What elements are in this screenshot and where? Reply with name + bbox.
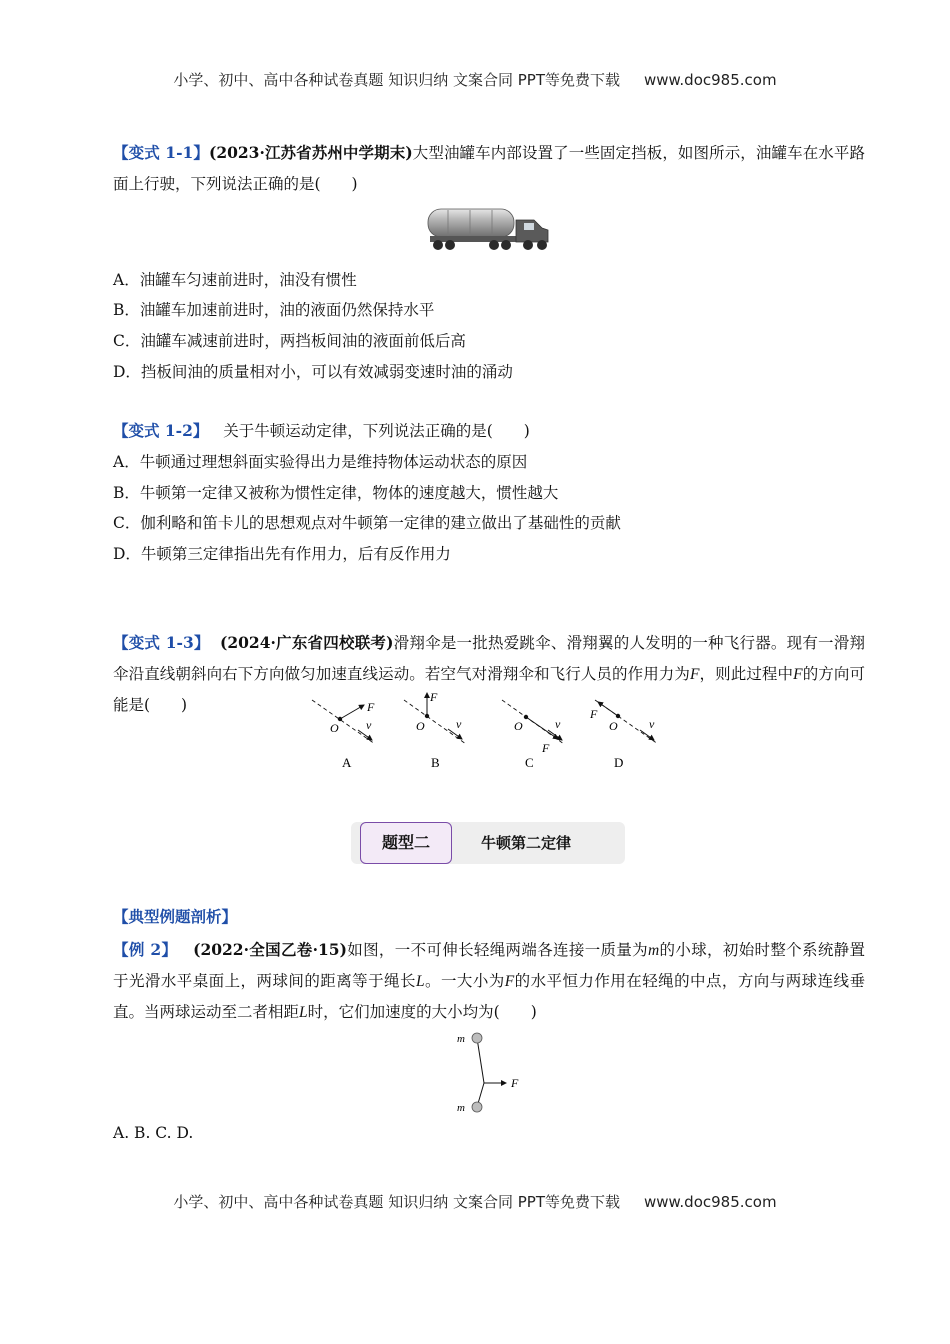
question-1-1-option-d: D．挡板间油的质量相对小，可以有效减弱变速时油的涌动 <box>113 363 513 381</box>
diagram-c-force-label: F <box>542 741 550 755</box>
diagram-b-velocity-label: v <box>456 717 462 731</box>
question-1-3-text-b: ，则此过程中 <box>699 665 794 683</box>
diagram-a-label: A <box>342 755 352 770</box>
example-2-options: A. B. C. D. <box>113 1124 194 1142</box>
page-footer <box>0 1191 950 1212</box>
question-1-2-option-c: C．伽利略和笛卡儿的思想观点对牛顿第一定律的建立做出了基础性的贡献 <box>113 514 621 532</box>
header-text: 小学、初中、高中各种试卷真题 知识归纳 文案合同 PPT等免费下载 <box>173 71 620 89</box>
diagram-d-label: D <box>614 755 624 770</box>
diagram-d-velocity-label: v <box>649 717 655 731</box>
diagram-c-label: C <box>525 755 534 770</box>
diagram-a-point-label: O <box>330 721 339 735</box>
diagram-d-force-label: F <box>590 707 598 721</box>
diagram-b-label: B <box>431 755 440 770</box>
footer-text: 小学、初中、高中各种试卷真题 知识归纳 文案合同 PPT等免费下载 <box>173 1193 620 1211</box>
diagram-c <box>502 700 564 770</box>
force-direction-diagrams <box>300 686 680 776</box>
example-2-stem <box>113 934 865 1028</box>
question-1-1-option-b: B．油罐车加速前进时，油的液面仍然保持水平 <box>113 301 435 319</box>
banner-topic-label: 牛顿第二定律 <box>481 834 572 852</box>
top-ball-mass-label: m <box>457 1033 465 1045</box>
rope-force-label: F <box>511 1076 519 1090</box>
question-1-2-option-a: A．牛顿通过理想斜面实验得出力是维持物体运动状态的原因 <box>113 453 528 471</box>
question-1-1-option-a: A．油罐车匀速前进时，油没有惯性 <box>113 271 357 289</box>
question-1-1-stem <box>113 137 865 200</box>
page-header <box>0 69 950 90</box>
example-2-source: (2022·全国乙卷·15) <box>193 940 347 959</box>
question-1-3-text-a: 滑翔伞是一批热爱跳伞、滑翔翼的人发明的一种飞行器。现有一滑翔伞沿直线朝斜向右下方向做匀加速直线运动。若空气对滑翔伞和飞行人员的作用力为 <box>113 634 865 683</box>
example-2-text-1: 如图，一不可伸长轻绳两端各连接一质量为 <box>346 941 649 959</box>
diagram-d-point-label: O <box>609 719 618 733</box>
question-1-2-stem <box>113 421 530 441</box>
question-1-2-option-b: B．牛顿第一定律又被称为惯性定律，物体的速度越大，惯性越大 <box>113 484 559 502</box>
question-1-1-source: (2023·江苏省苏州中学期末) <box>208 143 413 162</box>
example-2-text-5: 时，它们加速度的大小均为( ) <box>307 1003 537 1021</box>
example-2-var-m: m <box>648 942 660 959</box>
section-title: 【典型例题剖析】 <box>113 908 238 926</box>
question-1-3-source: (2024·广东省四校联考) <box>220 633 394 652</box>
diagram-b-point-label: O <box>416 719 425 733</box>
diagram-a <box>312 700 375 770</box>
two-balls-rope-figure <box>450 1026 530 1118</box>
question-1-2-tag: 【变式 1-2】 <box>113 421 209 440</box>
example-2-text-3: 。一大小为 <box>424 972 505 990</box>
example-2-text-2: 的小球，初始时整个系统静置于光滑水平桌面上，两球间的距离等于绳长 <box>113 941 865 990</box>
section-banner <box>351 822 625 864</box>
question-1-1-text: 大型油罐车内部设置了一些固定挡板，如图所示，油罐车在水平路面上行驶，下列说法正确的是( ) <box>113 144 865 193</box>
example-2-tag: 【例 2】 <box>113 940 178 959</box>
diagram-a-velocity-label: v <box>366 718 372 732</box>
question-1-3-text-c: 的方向可能是( ) <box>113 665 865 714</box>
footer-site: www.doc985.com <box>643 1193 777 1211</box>
diagram-c-velocity-label: v <box>555 717 561 731</box>
question-1-3-var-f: F <box>689 666 700 683</box>
example-2-text-4: 的水平恒力作用在轻绳的中点，方向与两球连线垂直。当两球运动至二者相距 <box>113 972 865 1021</box>
bottom-ball-mass-label: m <box>457 1102 465 1114</box>
diagram-a-force-label: F <box>367 700 375 714</box>
question-1-1-tag: 【变式 1-1】 <box>113 143 209 162</box>
question-1-3-tag: 【变式 1-3】 <box>113 633 210 652</box>
header-site: www.doc985.com <box>643 71 777 89</box>
tanker-truck-illustration <box>424 204 552 256</box>
question-1-3-var-f-2: F <box>793 666 803 683</box>
example-2-var-f: F <box>504 973 515 990</box>
example-2-var-l-2: L <box>299 1004 308 1021</box>
diagram-d <box>589 700 658 770</box>
banner-type-label: 题型二 <box>360 822 452 864</box>
example-2-var-l: L <box>415 973 425 990</box>
diagram-b-force-label: F <box>430 690 438 704</box>
question-1-2-option-d: D．牛顿第三定律指出先有作用力，后有反作用力 <box>113 545 451 563</box>
diagram-c-point-label: O <box>514 719 523 733</box>
question-1-1-option-c: C．油罐车减速前进时，两挡板间油的液面前低后高 <box>113 332 466 350</box>
question-1-2-text: 关于牛顿运动定律，下列说法正确的是( ) <box>223 422 530 440</box>
diagram-b <box>404 690 466 770</box>
